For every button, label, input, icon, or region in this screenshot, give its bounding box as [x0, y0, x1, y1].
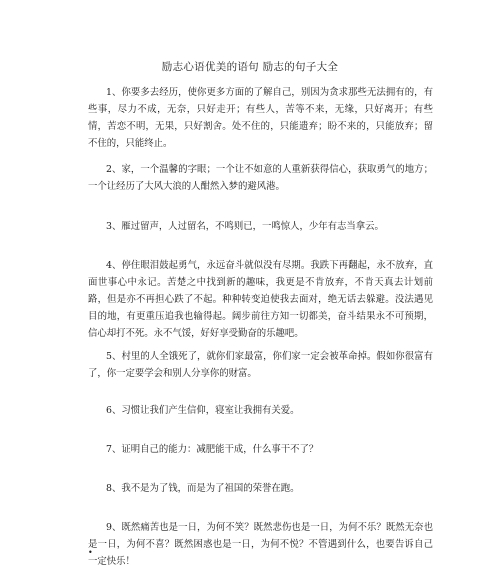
document-title: 励志心语优美的语句 励志的句子大全 — [161, 61, 339, 73]
paragraph-1: 1、你要多去经历，使你更多方面的了解自己，别因为贪求那些无法拥有的，有些事，尽力不成，无奈，只好走开；有些人，苦等不来，无缘，只好离开；有些情，苦恋不明，无果，只好割舍。处不住的，只能遗弃；盼不来的，只能放弃；留不住的，只能终止。 — [88, 87, 433, 149]
footer-mark: • — [88, 548, 93, 557]
paragraph-9: 9、既然痛苦也是一日，为何不笑？既然悲伤也是一日，为何不乐？既然无奈也是一日，为何不喜？既然困惑也是一日，为何不悦？不管遇到什么，也要告诉自己一定快乐！ — [88, 522, 433, 567]
paragraph-7: 7、证明自己的能力：减肥能干成，什么事干不了？ — [106, 444, 319, 455]
paragraph-8: 8、我不是为了钱，而是为了祖国的荣誉在跑。 — [106, 483, 300, 494]
paragraph-2: 2、家，一个温馨的字眼；一个让不如意的人重新获得信心，获取勇气的地方；一个让经历了大风大浪的人酣然入梦的避风港。 — [88, 164, 433, 192]
paragraph-5: 5、村里的人全饿死了，就你们家最富，你们家一定会被革命掉。假如你很富有了，你一定要学会和别人分享你的财富。 — [88, 351, 433, 379]
paragraph-3: 3、雁过留声，人过留名，不鸣则已，一鸣惊人，少年有志当拿云。 — [106, 221, 384, 232]
paragraph-4: 4、停住眼泪鼓起勇气，永远奋斗就似没有尽期。我跌下再翻起，永不放弃，直面世事心中永记。苦楚之中找到新的趣味，我更是不肯放弃，不肯天真去计划前路，但是亦不再担心跌了不起。种种转变迫使我去面对，绝无话去躲避。没法遇见目的地，有更重压追我也输得起。阔步前往方知一切都美，奋斗结果永不可预期，信心却打不死。永不气馁，好好享受勤奋的乐趣吧。 — [88, 260, 433, 339]
paragraph-6: 6、习惯让我们产生信仰，寝室让我拥有关爱。 — [106, 405, 300, 416]
